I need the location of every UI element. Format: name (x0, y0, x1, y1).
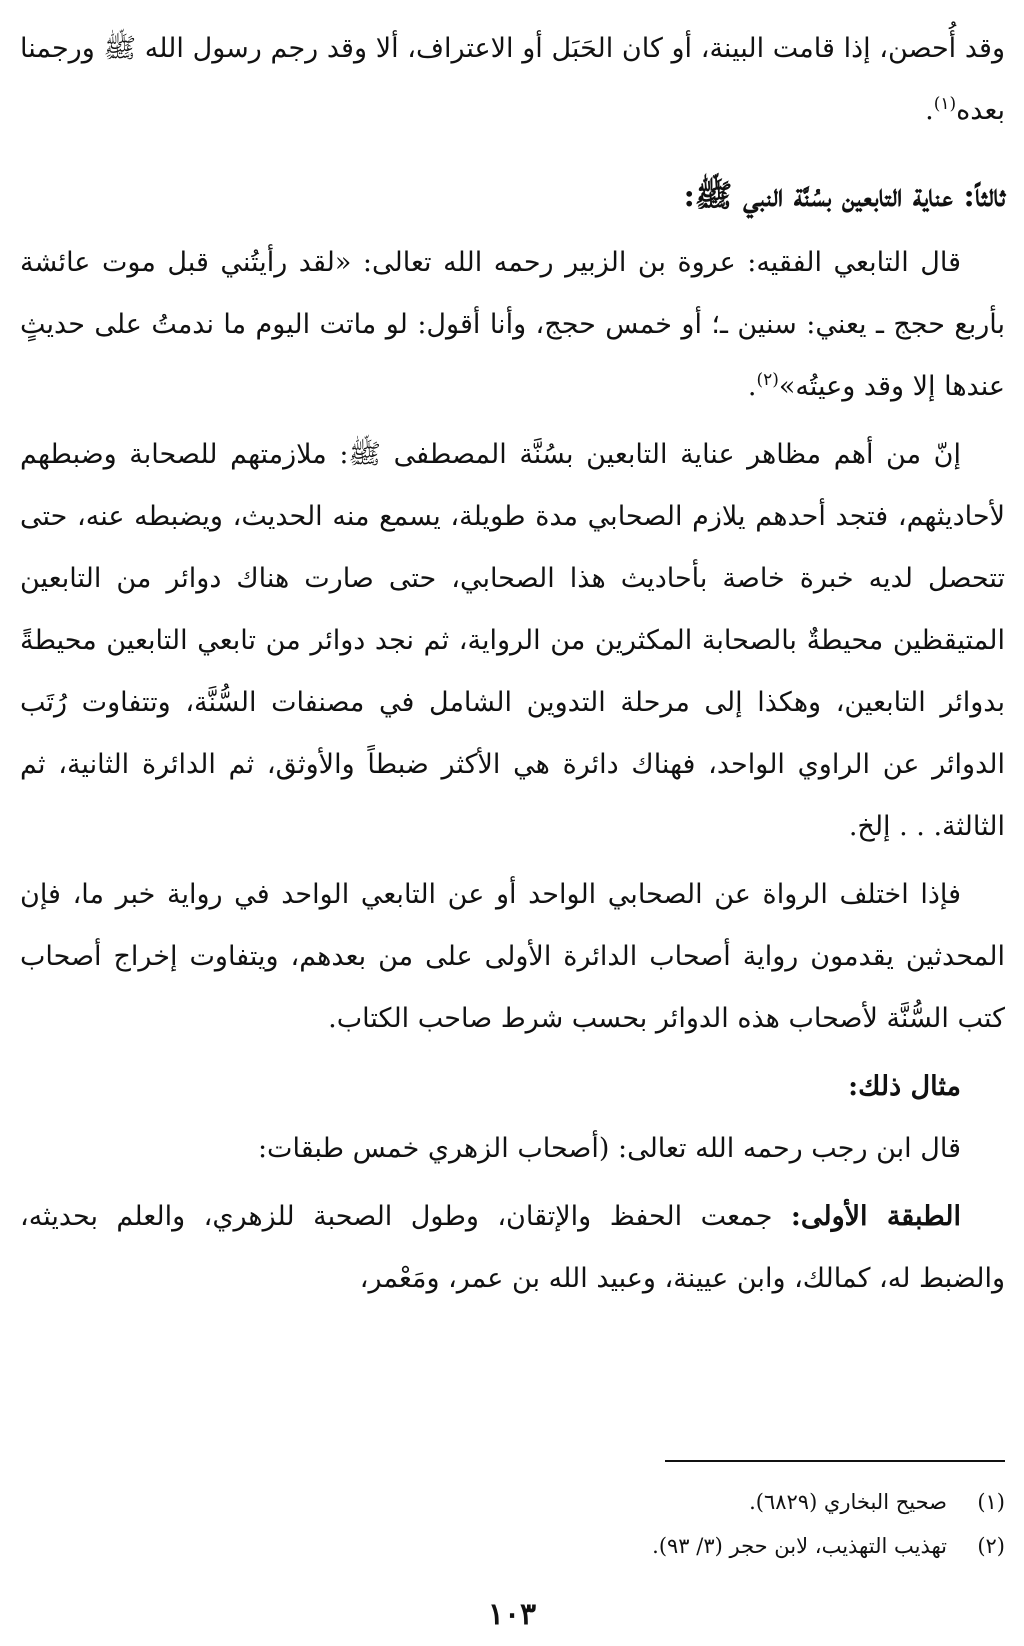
paragraph-5: قال ابن رجب رحمه الله تعالى: (أصحاب الزهري خمس طبقات: (257, 1133, 961, 1164)
page-number: ١٠٣ (487, 1597, 537, 1632)
paragraph-1-text: وقد أُحصن، إذا قامت البينة، أو كان الحَبَل أو الاعتراف، ألا وقد رجم رسول الله ﷺ ورجمنا بعده (20, 33, 1005, 126)
footnotes-section (20, 1460, 1005, 1568)
footnote-text: تهذيب التهذيب، لابن حجر (٣/ ٩٣). (652, 1534, 947, 1558)
paragraph-1 (20, 18, 1005, 142)
footnote-ref-2[interactable]: (٢) (756, 370, 779, 390)
example-label: مثال ذلك: (848, 1071, 961, 1102)
footnote-text: صحيح البخاري (٦٨٢٩). (749, 1490, 947, 1514)
footnote-2 (20, 1524, 1005, 1568)
paragraph-1-end: . (925, 95, 934, 126)
footnote-1 (20, 1480, 1005, 1524)
footnote-ref-1[interactable]: (١) (933, 94, 957, 114)
first-tier-label: الطبقة الأولى: (790, 1201, 961, 1232)
paragraph-3: إنّ من أهم مظاهر عناية التابعين بسُنَّة المصطفى ﷺ: ملازمتهم للصحابة وضبطهم لأحاديثهم، فتجد أحدهم يلازم الصحابي مدة طويلة، يسمع منه الحديث، ويضبطه عنه، حتى تتحصل لديه خبرة خاصة بأحاديث هذا الصحابي، حتى صارت هناك دوائر من التابعين المتيقظين محيطةٌ بالصحابة المكثرين من الرواية، ثم نجد دوائر من تابعي التابعين محيطةً بدوائر التابعين، وهكذا إلى مرحلة التدوين الشامل في مصنفات السُّنَّة، وتتفاوت رُتَب الدوائر عن الراوي الواحد، فهناك دائرة هي الأكثر ضبطاً والأوثق، ثم الدائرة الثانية، ثم الثالثة. . . إلخ. (20, 439, 1005, 842)
paragraph-2-end: . (747, 371, 757, 402)
page-body (20, 18, 1005, 1316)
paragraph-6 (20, 1186, 1005, 1310)
paragraph-2 (20, 232, 1005, 418)
footnote-divider (665, 1460, 1005, 1462)
section-heading: ثالثاً: عناية التابعين بسُنَّة النبي ﷺ: (683, 178, 1005, 214)
footnote-number: (٢) (977, 1534, 1005, 1558)
footnote-number: (١) (977, 1490, 1005, 1514)
paragraph-6-text: جمعت الحفظ والإتقان، وطول الصحبة للزهري، والعلم بحديثه، والضبط له، كمالك، وابن عيينة، وعبيد الله بن عمر، ومَعْمر، (20, 1201, 1005, 1294)
paragraph-2-text: قال التابعي الفقيه: عروة بن الزبير رحمه الله تعالى: «لقد رأيتُني قبل موت عائشة بأربع حجج ـ يعني: سنين ـ؛ أو خمس حجج، وأنا أقول: لو ماتت اليوم ما ندمتُ على حديثٍ عندها إلا وقد وعيتُه» (20, 247, 1005, 402)
paragraph-4: فإذا اختلف الرواة عن الصحابي الواحد أو عن التابعي الواحد في رواية خبر ما، فإن المحدثين يقدمون رواية أصحاب الدائرة الأولى على من بعدهم، ويتفاوت إخراج أصحاب كتب السُّنَّة لأصحاب هذه الدوائر بحسب شرط صاحب الكتاب. (20, 879, 1005, 1034)
